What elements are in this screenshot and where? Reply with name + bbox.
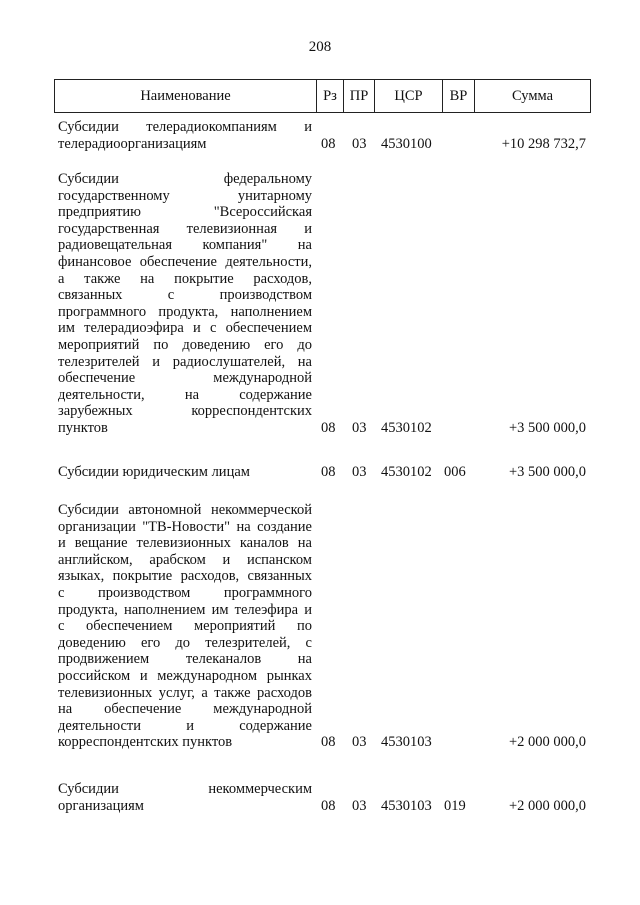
row-name-line: государственная телевизионная и: [58, 220, 312, 237]
row-name-line: им телерадиоэфира и с обеспечением: [58, 320, 312, 337]
row-pr: 03: [352, 797, 367, 814]
row-rz: 08: [321, 797, 336, 814]
row-rz: 08: [321, 464, 336, 480]
row-pr: 03: [352, 734, 367, 751]
row-vr: 019: [444, 797, 466, 814]
row-name-line: связанных с производством: [58, 287, 312, 304]
row-name-line: мероприятий по доведению его до: [58, 336, 312, 353]
row-name-line: корреспондентских пунктов: [58, 734, 233, 751]
row-name-line: телерадиоорганизациям: [58, 135, 207, 152]
row-name-line: зарубежных корреспондентских: [58, 403, 312, 420]
row-name: [58, 171, 312, 437]
row-name-line: российском и международном рынках: [58, 667, 312, 684]
row-name-line: Субсидии федеральному: [58, 171, 312, 187]
row-sum: +10 298 732,7: [501, 135, 586, 152]
row-name-line: с обеспечением мероприятий по: [58, 618, 312, 635]
row-csr: 4530100: [381, 135, 432, 152]
header-pr: ПР: [344, 80, 375, 112]
row-vr: 006: [444, 464, 466, 480]
row-name: [58, 502, 312, 751]
row-name-line: телевизионных услуг, а также расходов: [58, 684, 312, 701]
row-name-line: радиовещательная компания" на: [58, 237, 312, 254]
row-name-line: обеспечение международной: [58, 370, 312, 387]
row-name-line: и вещание телевизионных каналов на: [58, 535, 312, 552]
row-csr: 4530103: [381, 734, 432, 751]
row-pr: 03: [352, 135, 367, 152]
header-sum: Сумма: [511, 88, 554, 104]
row-name-line: организации "ТВ-Новости" на создание: [58, 518, 312, 535]
row-name-line: английском, арабском и испанском: [58, 551, 312, 568]
row-name-line: Субсидии юридическим лицам: [58, 464, 250, 480]
table-header: [54, 79, 591, 113]
row-name-line: деятельности, на содержание: [58, 386, 312, 403]
row-name-line: организациям: [58, 797, 144, 814]
row-rz: 08: [321, 420, 336, 436]
row-name-line: Субсидии некоммерческим: [58, 781, 312, 797]
row-pr: 03: [352, 420, 367, 436]
row-name-line: деятельности и содержание: [58, 717, 312, 734]
row-name-line: Субсидии автономной некоммерческой: [58, 502, 312, 518]
row-sum: +2 000 000,0: [508, 734, 586, 751]
row-name-line: а также на покрытие расходов,: [58, 270, 312, 287]
row-name-line: языках, покрытие расходов, связанных: [58, 568, 312, 585]
row-name-line: продукта, наполнением им телеэфира и: [58, 601, 312, 618]
row-name-line: телезрителей и радиослушателей, на: [58, 353, 312, 370]
row-name: [58, 781, 312, 814]
header-vr: ВР: [443, 80, 475, 112]
row-name-line: на обеспечение международной: [58, 701, 312, 718]
row-name-line: пунктов: [58, 419, 108, 436]
row-csr: 4530102: [381, 464, 432, 480]
row-name-line: предприятию "Всероссийская: [58, 204, 312, 221]
row-pr: 03: [352, 464, 367, 480]
row-name-line: продвижением телеканалов на: [58, 651, 312, 668]
row-csr: 4530102: [381, 420, 432, 436]
row-sum: +3 500 000,0: [508, 420, 586, 436]
row-rz: 08: [321, 135, 336, 152]
row-sum: +3 500 000,0: [508, 464, 586, 480]
row-name-line: государственному унитарному: [58, 187, 312, 204]
header-name: Наименование: [55, 80, 317, 112]
page-number: 208: [308, 39, 332, 55]
row-name-line: финансовое обеспечение деятельности,: [58, 253, 312, 270]
row-name-line: Субсидии телерадиокомпаниям и: [58, 119, 312, 135]
row-name: [58, 119, 312, 152]
header-rz: Рз: [317, 80, 344, 112]
header-csr: ЦСР: [375, 80, 443, 112]
row-name-line: с производством программного: [58, 584, 312, 601]
row-csr: 4530103: [381, 797, 432, 814]
row-name: [58, 464, 312, 481]
row-name-line: доведению его до телезрителей, с: [58, 634, 312, 651]
row-sum: +2 000 000,0: [508, 797, 586, 814]
row-rz: 08: [321, 734, 336, 751]
row-name-line: программного продукта, наполнением: [58, 303, 312, 320]
